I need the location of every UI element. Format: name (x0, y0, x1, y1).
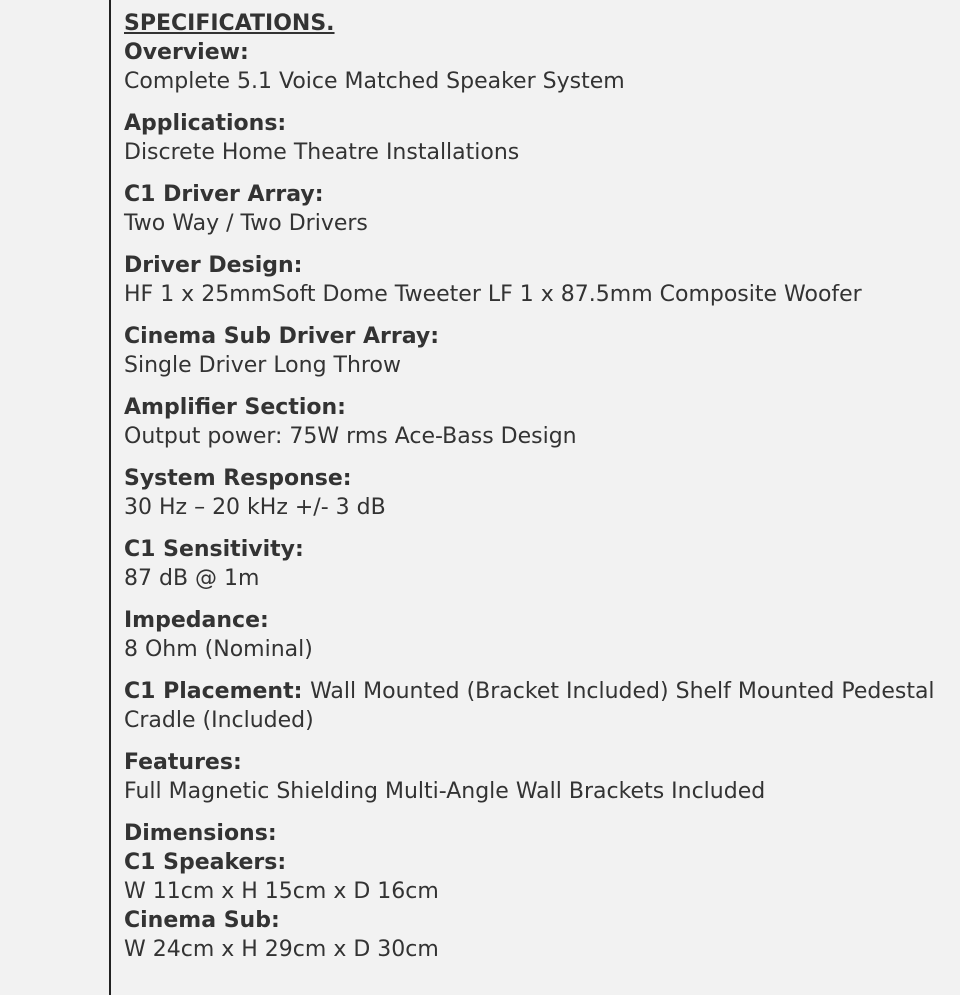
spec-driver-design (124, 251, 944, 309)
spec-cinema-sub-driver-array (124, 322, 944, 380)
spec-applications (124, 109, 944, 167)
spec-label: C1 Sensitivity: (124, 537, 304, 562)
c1-speakers-value: W 11cm x H 15cm x D 16cm (124, 879, 439, 904)
spec-value: HF 1 x 25mmSoft Dome Tweeter LF 1 x 87.5mm Composite Woofer (124, 282, 862, 307)
spec-overview (124, 38, 944, 96)
spec-features (124, 748, 944, 806)
spec-label: System Response: (124, 466, 352, 491)
spec-value: Complete 5.1 Voice Matched Speaker System (124, 69, 625, 94)
spec-label: C1 Driver Array: (124, 182, 324, 207)
dimensions-label: Dimensions: (124, 821, 277, 846)
specifications-panel (124, 9, 944, 977)
spec-amplifier-section (124, 393, 944, 451)
spec-value: Discrete Home Theatre Installations (124, 140, 520, 165)
spec-impedance (124, 606, 944, 664)
spec-system-response (124, 464, 944, 522)
spec-c1-sensitivity (124, 535, 944, 593)
cinema-sub-value: W 24cm x H 29cm x D 30cm (124, 937, 439, 962)
specifications-heading: SPECIFICATIONS. (124, 11, 335, 36)
spec-value: Output power: 75W rms Ace-Bass Design (124, 424, 577, 449)
spec-label: C1 Placement: (124, 679, 311, 704)
spec-label: Cinema Sub Driver Array: (124, 324, 440, 349)
spec-label: Driver Design: (124, 253, 303, 278)
spec-label: Impedance: (124, 608, 269, 633)
spec-value: Single Driver Long Throw (124, 353, 401, 378)
spec-label: Overview: (124, 40, 249, 65)
spec-value: 8 Ohm (Nominal) (124, 637, 313, 662)
left-border-line (109, 0, 111, 995)
cinema-sub-label: Cinema Sub: (124, 908, 280, 933)
spec-value: Full Magnetic Shielding Multi-Angle Wall Brackets Included (124, 779, 766, 804)
spec-label: Applications: (124, 111, 287, 136)
spec-value: 30 Hz – 20 kHz +/- 3 dB (124, 495, 386, 520)
spec-value: 87 dB @ 1m (124, 566, 260, 591)
spec-label: Features: (124, 750, 242, 775)
c1-speakers-label: C1 Speakers: (124, 850, 287, 875)
spec-c1-placement (124, 677, 944, 735)
spec-c1-driver-array (124, 180, 944, 238)
spec-label: Amplifier Section: (124, 395, 346, 420)
spec-value: Two Way / Two Drivers (124, 211, 368, 236)
spec-dimensions (124, 819, 944, 964)
spec-value: Wall Mounted (Bracket Included) Shelf Mounted Pedestal Cradle (Included) (124, 679, 935, 733)
